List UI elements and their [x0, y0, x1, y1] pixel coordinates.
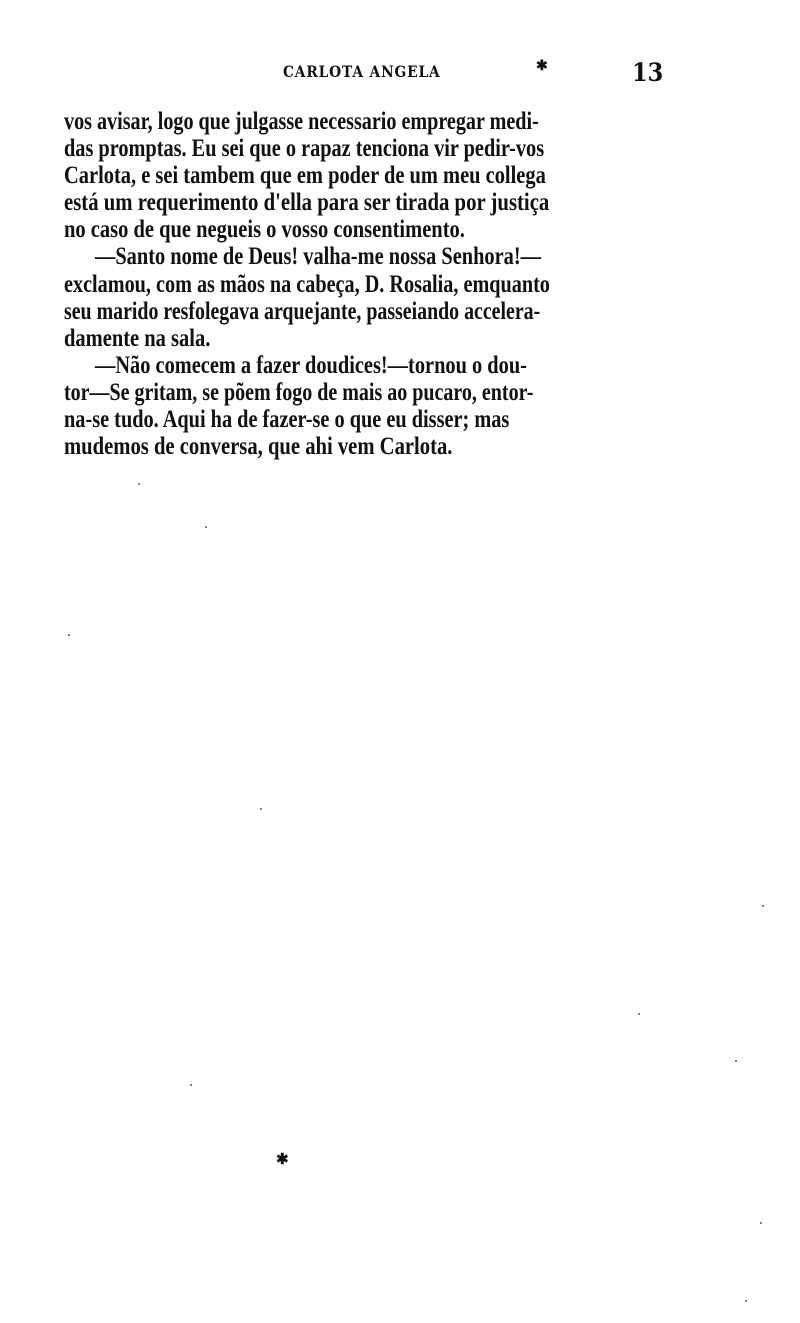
paper-speck [735, 1060, 737, 1062]
paper-speck [638, 1013, 640, 1015]
bottom-ornament-icon: ✱ [276, 1150, 289, 1168]
text-line: na-se tudo. Aqui ha de fazer-se o que eu disser; mas [64, 406, 510, 434]
paper-speck [68, 634, 70, 636]
running-title: CARLOTA ANGELA [283, 62, 441, 81]
text-line: mudemos de conversa, que ahi vem Carlota. [64, 433, 453, 461]
text-line: damente na sala. [64, 324, 211, 352]
body-text [64, 108, 684, 460]
text-line: —Não comecem a fazer doudices!—tornou o dou- [94, 351, 527, 379]
text-line: das promptas. Eu sei que o rapaz tenciona vir pedir-vos [64, 135, 545, 163]
paper-speck [762, 905, 764, 907]
text-line: exclamou, com as mãos na cabeça, D. Rosalia, emquanto [64, 270, 550, 298]
text-line: vos avisar, logo que julgasse necessario empregar medi- [64, 108, 539, 135]
text-line: Carlota, e sei tambem que em poder de um meu collega [64, 162, 546, 190]
paper-speck [205, 526, 207, 528]
paper-speck [760, 1222, 762, 1224]
text-line: no caso de que negueis o vosso consentimento. [64, 216, 465, 244]
text-line: —Santo nome de Deus! valha-me nossa Senhora!— [94, 243, 541, 271]
paper-speck [745, 1300, 747, 1302]
page-number: 13 [632, 58, 664, 87]
paper-speck [190, 1084, 192, 1086]
text-line: tor—Se gritam, se põem fogo de mais ao pucaro, entor- [64, 378, 534, 406]
paper-speck [138, 483, 140, 485]
text-line: está um requerimento d'ella para ser tirada por justiça [64, 189, 550, 217]
asterisk-ornament-icon: ✱ [536, 58, 548, 74]
running-head [0, 58, 800, 86]
paper-speck [260, 808, 262, 810]
text-line: seu marido resfolegava arquejante, passeiando accelera- [64, 297, 541, 325]
